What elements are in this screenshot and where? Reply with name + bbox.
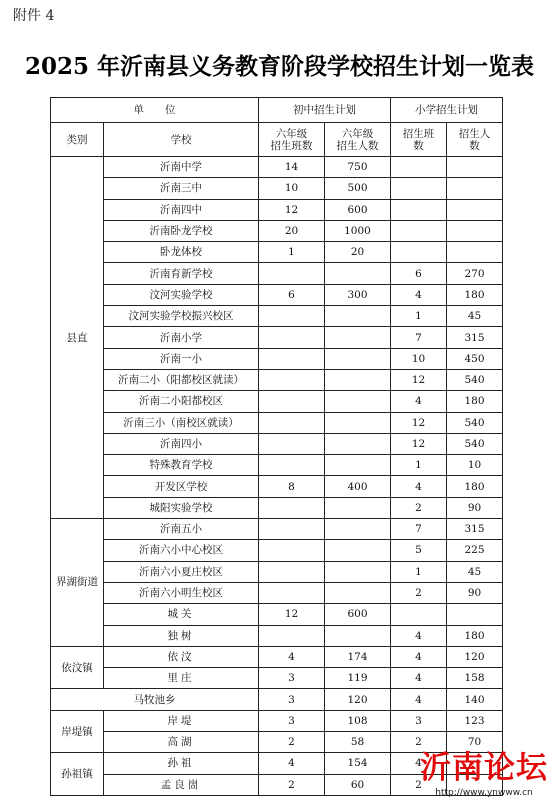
school-cell: 开发区学校 (104, 476, 259, 497)
junior-students-cell: 400 (325, 476, 391, 497)
school-cell: 汶河实验学校 (104, 284, 259, 305)
primary-students-cell (447, 220, 503, 241)
enrollment-plan-table (50, 97, 503, 796)
primary-classes-cell: 10 (391, 348, 447, 369)
school-cell: 城关 (104, 604, 259, 625)
junior-classes-cell (259, 391, 325, 412)
primary-classes-cell: 2 (391, 497, 447, 518)
junior-classes-cell (259, 540, 325, 561)
table-row (51, 668, 503, 689)
primary-students-cell: 315 (447, 519, 503, 540)
junior-students-cell (325, 327, 391, 348)
primary-students-cell (447, 242, 503, 263)
school-cell: 沂南六小明生校区 (104, 582, 259, 603)
junior-students-cell: 58 (325, 732, 391, 753)
primary-classes-cell: 4 (391, 689, 447, 710)
junior-students-cell (325, 561, 391, 582)
primary-classes-cell (391, 157, 447, 178)
junior-students-cell (325, 497, 391, 518)
junior-classes-cell: 3 (259, 668, 325, 689)
primary-students-cell (447, 199, 503, 220)
school-cell: 孙祖 (104, 753, 259, 774)
primary-classes-cell: 2 (391, 774, 447, 795)
school-cell: 卧龙体校 (104, 242, 259, 263)
junior-classes-cell (259, 519, 325, 540)
primary-classes-cell (391, 199, 447, 220)
table-row (51, 689, 503, 710)
primary-students-cell: 45 (447, 306, 503, 327)
junior-classes-cell (259, 561, 325, 582)
primary-classes-cell (391, 178, 447, 199)
header-unit: 单 位 (51, 98, 259, 123)
school-cell: 沂南三中 (104, 178, 259, 199)
primary-students-cell: 540 (447, 433, 503, 454)
junior-students-cell (325, 582, 391, 603)
primary-students-cell: 45 (447, 561, 503, 582)
unit-cell: 马牧池乡 (51, 689, 259, 710)
primary-classes-cell: 4 (391, 476, 447, 497)
junior-students-cell: 120 (325, 689, 391, 710)
primary-classes-cell: 4 (391, 646, 447, 667)
school-cell: 里庄 (104, 668, 259, 689)
junior-classes-cell: 2 (259, 774, 325, 795)
table-row (51, 604, 503, 625)
junior-classes-cell: 12 (259, 604, 325, 625)
primary-students-cell: 450 (447, 348, 503, 369)
junior-classes-cell: 8 (259, 476, 325, 497)
primary-classes-cell: 5 (391, 540, 447, 561)
junior-classes-cell (259, 348, 325, 369)
junior-classes-cell (259, 455, 325, 476)
junior-students-cell: 60 (325, 774, 391, 795)
primary-classes-cell (391, 220, 447, 241)
primary-classes-cell: 3 (391, 710, 447, 731)
primary-students-cell: 180 (447, 284, 503, 305)
header-category: 类别 (51, 123, 104, 157)
table-row (51, 178, 503, 199)
primary-classes-cell: 6 (391, 263, 447, 284)
table-row (51, 242, 503, 263)
table-row (51, 348, 503, 369)
junior-students-cell: 750 (325, 157, 391, 178)
school-cell: 沂南三小（南校区就读） (104, 412, 259, 433)
school-cell: 沂南五小 (104, 519, 259, 540)
category-cell: 县直 (51, 157, 104, 519)
table-row (51, 284, 503, 305)
table-row (51, 710, 503, 731)
page-title: 2025 年沂南县义务教育阶段学校招生计划一览表 (24, 53, 535, 80)
school-cell: 沂南六小夏庄校区 (104, 561, 259, 582)
category-cell: 岸堤镇 (51, 710, 104, 753)
header-primary-classes: 招生班 数 (391, 123, 447, 157)
table-body (51, 157, 503, 796)
header-row-1 (51, 98, 503, 123)
primary-students-cell: 90 (447, 582, 503, 603)
junior-classes-cell (259, 306, 325, 327)
junior-students-cell (325, 519, 391, 540)
header-g6-students: 六年级 招生人数 (325, 123, 391, 157)
school-cell: 沂南二小（阳都校区就读） (104, 369, 259, 390)
junior-students-cell: 174 (325, 646, 391, 667)
junior-students-cell: 300 (325, 284, 391, 305)
primary-students-cell (447, 178, 503, 199)
junior-classes-cell: 3 (259, 710, 325, 731)
header-junior-plan: 初中招生计划 (259, 98, 391, 123)
junior-classes-cell: 12 (259, 199, 325, 220)
junior-students-cell: 119 (325, 668, 391, 689)
junior-classes-cell (259, 433, 325, 454)
table-row (51, 476, 503, 497)
table-row (51, 369, 503, 390)
primary-students-cell: 140 (447, 689, 503, 710)
school-cell: 沂南小学 (104, 327, 259, 348)
table-row (51, 263, 503, 284)
watermark-text: 沂南论坛 (420, 750, 548, 786)
school-cell: 特殊教育学校 (104, 455, 259, 476)
primary-students-cell (447, 157, 503, 178)
junior-classes-cell: 10 (259, 178, 325, 199)
junior-students-cell (325, 433, 391, 454)
primary-students-cell: 540 (447, 412, 503, 433)
category-cell: 孙祖镇 (51, 753, 104, 796)
junior-classes-cell: 14 (259, 157, 325, 178)
primary-students-cell: 70 (447, 732, 503, 753)
primary-classes-cell: 2 (391, 582, 447, 603)
school-cell: 沂南中学 (104, 157, 259, 178)
junior-students-cell (325, 369, 391, 390)
junior-classes-cell (259, 327, 325, 348)
primary-classes-cell: 4 (391, 391, 447, 412)
junior-classes-cell: 6 (259, 284, 325, 305)
junior-students-cell (325, 306, 391, 327)
school-cell: 汶河实验学校振兴校区 (104, 306, 259, 327)
primary-students-cell: 225 (447, 540, 503, 561)
junior-students-cell: 154 (325, 753, 391, 774)
primary-classes-cell: 4 (391, 753, 447, 774)
table-row (51, 199, 503, 220)
junior-classes-cell: 3 (259, 689, 325, 710)
school-cell: 沂南二小阳都校区 (104, 391, 259, 412)
school-cell: 沂南六小中心校区 (104, 540, 259, 561)
primary-students-cell: 315 (447, 327, 503, 348)
school-cell: 沂南育新学校 (104, 263, 259, 284)
table-row (51, 157, 503, 178)
junior-students-cell: 20 (325, 242, 391, 263)
category-cell: 界湖街道 (51, 519, 104, 647)
primary-classes-cell: 4 (391, 668, 447, 689)
watermark-url: http://www.ynwww.cn (435, 788, 533, 798)
primary-students-cell: 10 (447, 455, 503, 476)
primary-classes-cell: 4 (391, 284, 447, 305)
table-row (51, 497, 503, 518)
junior-students-cell: 1000 (325, 220, 391, 241)
header-g6-classes: 六年级 招生班数 (259, 123, 325, 157)
attachment-label: 附件 4 (13, 8, 55, 24)
primary-classes-cell: 1 (391, 455, 447, 476)
primary-students-cell: 180 (447, 391, 503, 412)
header-school: 学校 (104, 123, 259, 157)
junior-students-cell: 600 (325, 604, 391, 625)
table-row (51, 327, 503, 348)
school-cell: 依汶 (104, 646, 259, 667)
primary-students-cell: 158 (447, 668, 503, 689)
primary-students-cell (447, 604, 503, 625)
table-row (51, 306, 503, 327)
junior-classes-cell: 2 (259, 732, 325, 753)
primary-students-cell: 540 (447, 369, 503, 390)
junior-classes-cell: 20 (259, 220, 325, 241)
junior-students-cell: 500 (325, 178, 391, 199)
junior-classes-cell (259, 582, 325, 603)
school-cell: 孟良崮 (104, 774, 259, 795)
primary-classes-cell: 1 (391, 306, 447, 327)
table-row (51, 391, 503, 412)
table-row (51, 625, 503, 646)
primary-classes-cell: 12 (391, 369, 447, 390)
primary-classes-cell: 12 (391, 412, 447, 433)
header-primary-plan: 小学招生计划 (391, 98, 503, 123)
primary-classes-cell: 4 (391, 625, 447, 646)
junior-classes-cell: 1 (259, 242, 325, 263)
primary-classes-cell: 12 (391, 433, 447, 454)
junior-classes-cell (259, 369, 325, 390)
school-cell: 沂南四小 (104, 433, 259, 454)
school-cell: 岸堤 (104, 710, 259, 731)
table-row (51, 433, 503, 454)
junior-students-cell (325, 455, 391, 476)
primary-classes-cell (391, 604, 447, 625)
junior-students-cell: 108 (325, 710, 391, 731)
primary-classes-cell (391, 242, 447, 263)
primary-students-cell: 180 (447, 476, 503, 497)
junior-students-cell (325, 540, 391, 561)
table-row (51, 412, 503, 433)
junior-students-cell (325, 412, 391, 433)
table-row (51, 220, 503, 241)
junior-classes-cell: 4 (259, 753, 325, 774)
table-row (51, 540, 503, 561)
forum-watermark (412, 748, 556, 806)
table-row (51, 582, 503, 603)
junior-students-cell (325, 625, 391, 646)
header-primary-students: 招生人 数 (447, 123, 503, 157)
junior-students-cell: 600 (325, 199, 391, 220)
school-cell: 高湖 (104, 732, 259, 753)
primary-classes-cell: 7 (391, 519, 447, 540)
school-cell: 沂南一小 (104, 348, 259, 369)
school-cell: 沂南卧龙学校 (104, 220, 259, 241)
primary-classes-cell: 2 (391, 732, 447, 753)
junior-classes-cell (259, 625, 325, 646)
primary-students-cell: 270 (447, 263, 503, 284)
table-row (51, 455, 503, 476)
table-row (51, 519, 503, 540)
category-cell: 依汶镇 (51, 646, 104, 689)
junior-classes-cell (259, 497, 325, 518)
primary-classes-cell: 7 (391, 327, 447, 348)
junior-classes-cell (259, 412, 325, 433)
junior-classes-cell (259, 263, 325, 284)
primary-students-cell: 90 (447, 497, 503, 518)
school-cell: 城阳实验学校 (104, 497, 259, 518)
table-row (51, 561, 503, 582)
table-row (51, 646, 503, 667)
primary-students-cell: 120 (447, 646, 503, 667)
primary-classes-cell: 1 (391, 561, 447, 582)
junior-students-cell (325, 348, 391, 369)
school-cell: 沂南四中 (104, 199, 259, 220)
header-row-2 (51, 123, 503, 157)
junior-students-cell (325, 391, 391, 412)
primary-students-cell: 180 (447, 625, 503, 646)
school-cell: 独树 (104, 625, 259, 646)
primary-students-cell: 123 (447, 710, 503, 731)
junior-classes-cell: 4 (259, 646, 325, 667)
junior-students-cell (325, 263, 391, 284)
